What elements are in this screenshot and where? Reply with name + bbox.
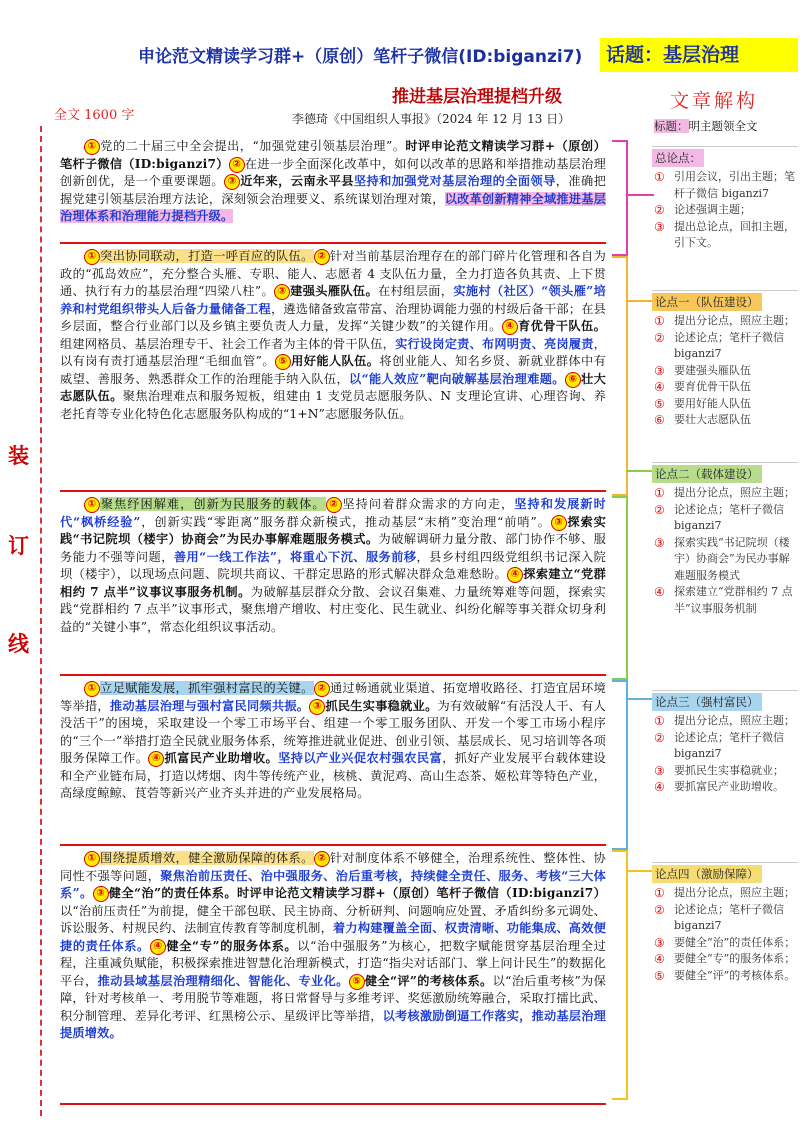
bracket-intro — [612, 140, 628, 256]
outline-box-title: 论点四（激励保障） — [652, 865, 762, 883]
promo-text: 时评申论范文精读学习群+（原创）笔杆子微信（ID:biganzi7） — [236, 886, 606, 900]
number-badge: ① — [84, 681, 100, 697]
outline-box-intro — [652, 146, 798, 252]
outline-item — [652, 779, 798, 796]
outline-item — [652, 935, 798, 952]
item-text: 要抓富民产业助增收。 — [674, 780, 784, 793]
item-number: ④ — [654, 952, 665, 966]
outline-item — [652, 396, 798, 413]
item-number: ④ — [654, 780, 665, 794]
outline-box-point-2 — [652, 462, 798, 617]
item-text: 论述强调主题； — [674, 203, 751, 216]
outline-item — [652, 885, 798, 902]
point-heading: 围绕提质增效，健全激励保障的体系。 — [100, 851, 314, 865]
text: 以“治前压责任”为前提，健全干部包联、民主协商、分析研判、问题响应处置、矛盾纠纷多元调处、诉讼服务、村规民约、法制宣传教育等制度机制， — [60, 903, 606, 935]
sub-point: 育优骨干队伍。 — [517, 319, 606, 333]
text: ，遴选储备致富带富、治理协调能力强的村级后备干部；在县乡层面，整合行业部门以及乡镇主要负责人力量，发挥“关键少数”的关键作用。 — [60, 301, 606, 333]
text: 坚持问着群众需求的方向走， — [341, 497, 515, 511]
item-text: 要用好能人队伍 — [674, 396, 751, 410]
item-number: ④ — [654, 585, 665, 599]
outline-item — [652, 730, 798, 763]
paragraph-rule — [60, 844, 606, 846]
point-heading: 突出协同联动，打造一呼百应的队伍。 — [100, 249, 314, 263]
paragraph-rule — [60, 242, 606, 244]
article-body — [60, 128, 606, 1108]
sub-point: 健全“治”的责任体系。 — [108, 886, 237, 900]
item-number: ③ — [654, 535, 665, 550]
text: 党的二十届三中全会提出，“加强党建引领基层治理”。 — [100, 139, 406, 153]
paragraph-rule — [60, 490, 606, 492]
text: 将创业能人、知名乡贤、新就业群体中有威望、善服务、熟悉群众工作的治理能手纳入队伍， — [60, 354, 606, 386]
key-phrase: 以“能人效应”靶向破解基层治理难题。 — [349, 371, 565, 386]
item-text: 要健全“治”的责任体系； — [674, 935, 796, 949]
outline-box-title: 论点三（强村富民） — [652, 693, 762, 711]
connector-point-4 — [626, 870, 654, 872]
text: 组建网格员、基层治理专干、社会工作者为主体的骨干队伍， — [60, 336, 396, 351]
text: 近年来，云南永平县 — [240, 174, 354, 188]
text: 在村组层面， — [378, 284, 454, 298]
sub-point: 用好能人队伍。 — [290, 354, 380, 368]
key-phrase: 实行设岗定责、布网明责、亮岗履责 — [395, 336, 594, 351]
sidebar-heading: 文章解构 — [670, 90, 759, 112]
outline-list — [652, 485, 798, 617]
item-number: ① — [654, 170, 665, 184]
outline-item — [652, 379, 798, 396]
outline-item — [652, 502, 798, 535]
item-text: 提出总论点，回扣主题，引下文。 — [674, 219, 795, 249]
connector-point-3 — [626, 698, 654, 700]
number-badge: ⑤ — [349, 974, 365, 990]
item-number: ④ — [654, 380, 665, 394]
key-phrase: 推动县域基层治理精细化、智能化、专业化。 — [97, 973, 349, 988]
paragraph-rule — [60, 1103, 606, 1105]
key-phrase: 实施村（社区）“领头雁”培养和村党组织带头人后备力量储备工程 — [60, 284, 606, 316]
item-text: 要壮大志愿队伍 — [674, 413, 751, 426]
number-badge: ① — [84, 851, 100, 867]
outline-item — [652, 968, 798, 985]
text: 为破解调研力量分散、部门协作不够、服务能力不强等问题， — [60, 532, 606, 564]
outline-item — [652, 713, 798, 730]
sidebar-title-row — [654, 118, 758, 134]
text: 以“治中强服务”为核心，把数字赋能贯穿基层治理全过程，注重减负赋能，积极探索推进智慧化治理新模式，打造“指尖对话部门、掌上问计民生”的数据化平台， — [60, 938, 606, 988]
item-text: 论述论点；笔杆子微信 biganzi7 — [674, 330, 784, 360]
item-text: 要健全“专”的服务体系； — [674, 952, 796, 965]
title-tag: 标题： — [654, 119, 689, 133]
text: ，抓好产业发展平台载体建设和全产业链布局，打造以烤烟、肉牛等传统产业，核桃、黄泥鸡、高山生态茶、姬松茸等特色产业，高绿度鲸鲸、茛菪等新兴产业齐头并进的产业发展格局。 — [60, 751, 606, 800]
connector-intro — [626, 194, 654, 196]
number-badge: ② — [314, 851, 330, 867]
number-badge: ③ — [93, 886, 109, 902]
number-badge: ④ — [507, 567, 523, 583]
key-phrase: 聚焦治前压责任、治中强服务、治后重考核，持续健全责任、服务、考核“三大体系”。 — [60, 868, 606, 900]
topic-badge: 话题：基层治理 — [600, 38, 798, 72]
item-text: 提出分论点，照应主题； — [674, 314, 795, 327]
key-phrase: 坚持以产业兴促农村强农民富 — [278, 751, 443, 765]
bracket-point-4 — [612, 850, 628, 1100]
item-number: ② — [654, 502, 665, 517]
header-title: 申论范文精读学习群+（原创）笔杆子微信(ID:biganzi7) — [138, 47, 583, 67]
item-number: ⑥ — [654, 413, 665, 427]
outline-item — [652, 169, 798, 202]
key-phrase: 着力构建覆盖全面、权责清晰、功能集成、高效便捷的责任体系。 — [60, 921, 606, 953]
text: 为破解基层群众分散、会议召集难、力量统筹难等问题，探索实践“党群相约 7 点半”议事形式，聚焦增产增收、村庄变化、民生就业、纠纷化解等事关群众切身利益的“关键小事”，常态化组织议事活动。 — [60, 584, 606, 634]
item-number: ③ — [654, 219, 665, 234]
text: ，准确把握党建引领基层治理方法论，深刻领会治理要义、系统谋划治理对策， — [60, 174, 606, 206]
item-text: 提出分论点，照应主题； — [674, 486, 795, 499]
paragraph-point-4 — [60, 850, 606, 1043]
sub-point: 抓富民产业助增收。 — [164, 751, 279, 765]
outline-item — [652, 313, 798, 330]
number-badge: ③ — [309, 699, 325, 715]
item-text: 论述论点；笔杆子微信 biganzi7 — [674, 502, 784, 532]
item-number: ⑤ — [654, 396, 665, 411]
outline-item — [652, 763, 798, 780]
key-phrase: 善用“一线工作法”，将重心下沉、服务前移 — [173, 549, 417, 564]
number-badge: ⑤ — [275, 354, 291, 370]
item-text: 要健全“评”的考核体系。 — [674, 968, 796, 982]
number-badge: ② — [314, 249, 330, 265]
outline-list — [652, 713, 798, 796]
number-badge: ④ — [502, 319, 518, 335]
paragraph-point-1 — [60, 248, 606, 423]
text: ，县乡村组四级党组织书记深入院坝（楼宇），以现场点问题、院坝共商议、干群定思路的形式解决群众急难愁盼。 — [60, 549, 606, 581]
number-badge: ① — [84, 139, 100, 155]
binding-char: 装 — [8, 444, 29, 468]
key-phrase: 坚持和加强党对基层治理的全面领导 — [353, 174, 556, 188]
number-badge: ④ — [148, 751, 164, 767]
article-title: 推进基层治理提档升级 — [392, 87, 562, 107]
outline-item — [652, 902, 798, 935]
item-number: ① — [654, 886, 665, 900]
item-text: 提出分论点，照应主题； — [674, 714, 795, 727]
item-text: 要建强头雁队伍 — [674, 363, 751, 377]
connector-point-2 — [626, 470, 654, 472]
outline-box-title: 论点二（载体建设） — [652, 465, 762, 483]
word-count: 全文 1600 字 — [54, 108, 135, 123]
number-badge: ⑥ — [565, 372, 581, 388]
outline-item — [652, 535, 798, 585]
binding-char: 订 — [8, 534, 29, 558]
item-number: ① — [654, 714, 665, 728]
item-number: ① — [654, 314, 665, 328]
key-phrase: 坚持和发展新时代“枫桥经验” — [60, 497, 606, 529]
point-heading: 立足赋能发展，抓牢强村富民的关键。 — [100, 681, 314, 695]
byline: 李德琦《中国组织人事报》（2024 年 12 月 13 日） — [292, 112, 571, 126]
item-text: 探索建立“党群相约 7 点半”议事服务机制 — [674, 585, 793, 615]
key-phrase: 以考核激励倒逼工作落实，推动基层治理提质增效。 — [60, 1008, 606, 1040]
outline-box-point-4 — [652, 862, 798, 984]
outline-box-point-1 — [652, 290, 798, 429]
binding-char: 线 — [8, 632, 29, 656]
item-text: 要抓民生实事稳就业； — [674, 763, 784, 777]
number-badge: ② — [314, 681, 330, 697]
number-badge: ③ — [551, 515, 567, 531]
outline-list — [652, 885, 798, 984]
title-text: 明主题领全文 — [688, 119, 758, 133]
outline-item — [652, 202, 798, 219]
number-badge: ④ — [150, 939, 166, 955]
text: 针对当前基层治理存在的部门碎片化管理和各自为政的“孤岛效应”，充分整合头雁、专职、能人、志愿者 4 支队伍力量，全力打造各负其责、上下贯通、执行有力的基层治理“四梁八柱”。 — [60, 249, 606, 298]
item-number: ② — [654, 203, 665, 217]
outline-box-title: 总论点： — [652, 149, 704, 167]
item-text: 探索实践“书记院坝（楼宇）协商会”为民办事解难题服务模式 — [674, 535, 790, 582]
thesis-sentence: 以改革创新精神全域推进基层治理体系和治理能力提档升级。 — [60, 191, 606, 223]
bracket-point-1 — [612, 256, 628, 496]
item-number: ② — [654, 330, 665, 345]
bracket-point-3 — [612, 680, 628, 850]
promo-text: 时评申论范文精读学习群+（原创）笔杆子微信（ID:biganzi7） — [60, 139, 606, 171]
text: 聚焦治理难点和服务短板，组建由 1 支党员志愿服务队、N 支理论宣讲、心理咨询、养老托育等专业化特色化志愿服务队构成的“1+N”志愿服务队伍。 — [60, 389, 606, 421]
bracket-point-2 — [612, 496, 628, 680]
paragraph-rule — [60, 674, 606, 676]
text: 在进一步全面深化改革中，如何以改革的思路和举措推动基层治理创新创优，是一个重要课题。 — [60, 156, 606, 188]
sub-point: 壮大志愿队伍。 — [60, 371, 606, 403]
outline-item — [652, 485, 798, 502]
paragraph-point-3 — [60, 680, 606, 803]
sub-point: 建强头雁队伍。 — [290, 284, 379, 298]
sub-point: 健全“专”的服务体系。 — [165, 938, 298, 953]
text: ，以有岗有责打通基层治理“毛细血管”。 — [60, 336, 606, 368]
item-number: ② — [654, 902, 665, 917]
item-text: 论述论点；笔杆子微信 biganzi7 — [674, 902, 784, 932]
sub-point: 健全“评”的考核体系。 — [364, 973, 493, 988]
item-text: 要育优骨干队伍 — [674, 380, 751, 393]
sub-point: 探索实践“书记院坝（楼宇）协商会”为民办事解难题服务模式。 — [60, 514, 606, 546]
outline-list — [652, 313, 798, 429]
outline-item — [652, 219, 798, 252]
number-badge: ① — [84, 497, 100, 513]
text: 针对制度体系不够健全，治理系统性、整体性、协同性不强等问题， — [60, 851, 606, 883]
number-badge: ② — [326, 497, 342, 513]
item-number: ② — [654, 730, 665, 745]
page-header — [0, 38, 800, 74]
item-number: ③ — [654, 763, 665, 778]
item-number: ⑤ — [654, 968, 665, 983]
outline-item — [652, 951, 798, 968]
text: 以“治后重考核”为保障，针对考核单一、考用脱节等难题，将日常督导与多维考评、奖惩激励统筹融合，采取打擂比武、积分制管理、差异化考评、红黑榜公示、星级评比等举措， — [60, 973, 606, 1023]
item-text: 论述论点；笔杆子微信 biganzi7 — [674, 730, 784, 760]
number-badge: ③ — [274, 284, 290, 300]
sub-point: 探索建立“党群相约 7 点半”议事议事服务机制。 — [60, 567, 606, 599]
outline-item — [652, 584, 798, 617]
item-number: ③ — [654, 363, 665, 378]
point-heading: 聚焦纾困解难，创新为民服务的载体。 — [100, 497, 326, 511]
binding-dashed-line — [40, 126, 42, 1116]
number-badge: ③ — [224, 174, 240, 190]
outline-item — [652, 330, 798, 363]
item-text: 提出分论点，照应主题； — [674, 886, 795, 899]
connector-point-1 — [626, 300, 654, 302]
paragraph-point-2 — [60, 496, 606, 636]
paragraph-intro — [60, 138, 606, 226]
text: ，创新实践“零距离”服务群众新模式，推动基层“末梢”变治理“前哨”。 — [140, 514, 551, 529]
outline-item — [652, 412, 798, 429]
key-phrase: 推动基层治理与强村富民同频共振。 — [109, 698, 310, 713]
number-badge: ① — [84, 249, 100, 265]
text: 通过畅通就业渠道、拓宽增收路径、打造宜居环境等举措， — [60, 681, 606, 713]
outline-item — [652, 363, 798, 380]
item-number: ③ — [654, 935, 665, 950]
text: 为有效破解“有活没人干、有人没活干”的困境，采取建设一个零工市场平台、组建一个零工服务团队、开发一个零工市场小程序的“三个一”举措打造全民就业服务体系，统筹推进就业促进、创业引领、基层成长、见习培训等各项服务保障工作。 — [60, 698, 606, 765]
outline-list — [652, 169, 798, 252]
item-number: ① — [654, 486, 665, 500]
number-badge: ② — [229, 157, 245, 173]
outline-box-title: 论点一（队伍建设） — [652, 293, 762, 311]
sub-point: 抓民生实事稳就业。 — [325, 698, 438, 713]
item-text: 引用会议，引出主题；笔杆子微信 biganzi7 — [674, 170, 795, 200]
outline-box-point-3 — [652, 690, 798, 796]
